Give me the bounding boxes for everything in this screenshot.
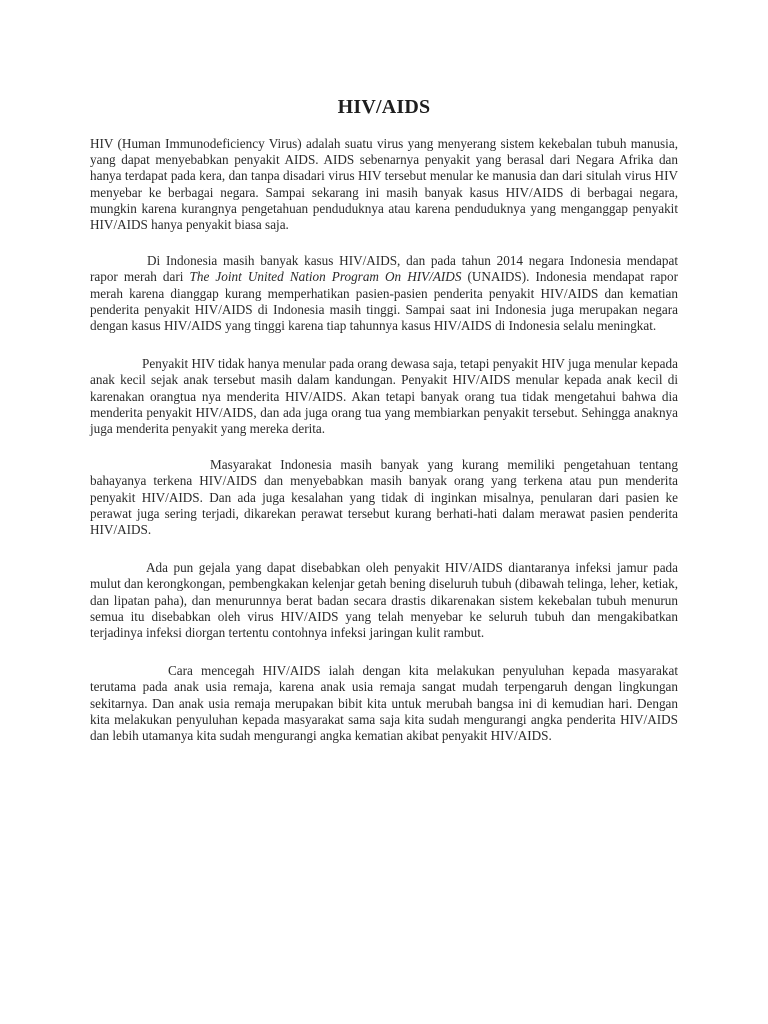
- paragraph-indonesia-cases-end: (UNAIDS). Indonesia mendapat rapor merah karena dianggap kurang memperhatikan pasien-pasien penderita penyakit HIV/AIDS dan kematian penderita penyakit HIV/AIDS di Indonesia masih tinggi. Sampai saat ini Indonesia juga merupakan negara dengan kasus HIV/AIDS yang tinggi karena tiap tahunnya kasus HIV/AIDS di Indonesia selalu meningkat.: [90, 269, 678, 334]
- paragraph-indonesia-cases-start: Di Indonesia masih banyak kasus HIV/AIDS, dan pada tahun 2014 negara Indonesia mendapat rapor merah dari: [90, 253, 678, 285]
- paragraph-prevention: Cara mencegah HIV/AIDS ialah dengan kita melakukan penyuluhan kepada masyarakat terutama pada anak usia remaja, karena anak usia remaja sangat mudah terpengaruh dengan lingkungan sekitarnya. Dan anak usia remaja merupakan bibit kita untuk merubah bangsa ini di kemudian hari. Dengan kita melakukan penyuluhan kepada masyarakat sama saja kita sudah mengurangi angka penderita HIV/AIDS dan lebih utamanya kita sudah mengurangi angka kematian akibat penyakit HIV/AIDS.: [90, 663, 678, 744]
- paragraph-transmission-children: Penyakit HIV tidak hanya menular pada orang dewasa saja, tetapi penyakit HIV juga menular kepada anak kecil sejak anak tersebut masih dalam kandungan. Penyakit HIV/AIDS menular kepada anak kecil di karenakan orangtua nya menderita HIV/AIDS. Akan tetapi banyak orang tua tidak mengetahui bahwa dia menderita penyakit HIV/AIDS, dan ada juga orang tua yang membiarkan penyakit tersebut. Sehingga anaknya juga menderita penyakit yang mereka derita.: [90, 356, 678, 437]
- paragraph-intro: HIV (Human Immunodeficiency Virus) adalah suatu virus yang menyerang sistem kekebalan tubuh manusia, yang dapat menyebabkan penyakit AIDS. AIDS sebenarnya penyakit yang berasal dari Negara Afrika dan hanya terdapat pada kera, dan tanpa disadari virus HIV tersebut menular ke manusia dan dari situlah virus HIV menyebar ke berbagai negara. Sampai sekarang ini masih banyak kasus HIV/AIDS di berbagai negara, mungkin karena kurangnya pengetahuan penduduknya atau karena penduduknya yang menganggap penyakit HIV/AIDS hanya penyakit biasa saja.: [90, 136, 678, 233]
- paragraph-indonesia-cases: [90, 253, 678, 334]
- paragraph-symptoms: Ada pun gejala yang dapat disebabkan oleh penyakit HIV/AIDS diantaranya infeksi jamur pada mulut dan kerongkongan, pembengkakan kelenjar getah bening diseluruh tubuh (dibawah telinga, leher, ketiak, dan lipatan paha), dan menurunnya berat badan secara drastis dikarenakan sistem kekebalan tubuh menurun semua itu disebabkan oleh virus HIV/AIDS yang telah menyebar ke seluruh tubuh dan mengakibatkan terjadinya infeksi diorgan tertentu contohnya infeksi jaringan kulit rambut.: [90, 560, 678, 641]
- document-title: HIV/AIDS: [337, 96, 431, 118]
- paragraph-public-awareness: Masyarakat Indonesia masih banyak yang kurang memiliki pengetahuan tentang bahayanya terkena HIV/AIDS dan menyebabkan masih banyak orang yang terkena atau pun menderita penyakit HIV/AIDS. Dan ada juga kesalahan yang tidak di inginkan misalnya, penularan dari pasien ke perawat juga sering terjadi, dikarekan perawat tersebut kurang berhati-hati dalam merawat pasien penderita HIV/AIDS.: [90, 457, 678, 538]
- document-body: [90, 136, 678, 763]
- organization-name-italic: The Joint United Nation Program On HIV/AIDS: [189, 269, 462, 285]
